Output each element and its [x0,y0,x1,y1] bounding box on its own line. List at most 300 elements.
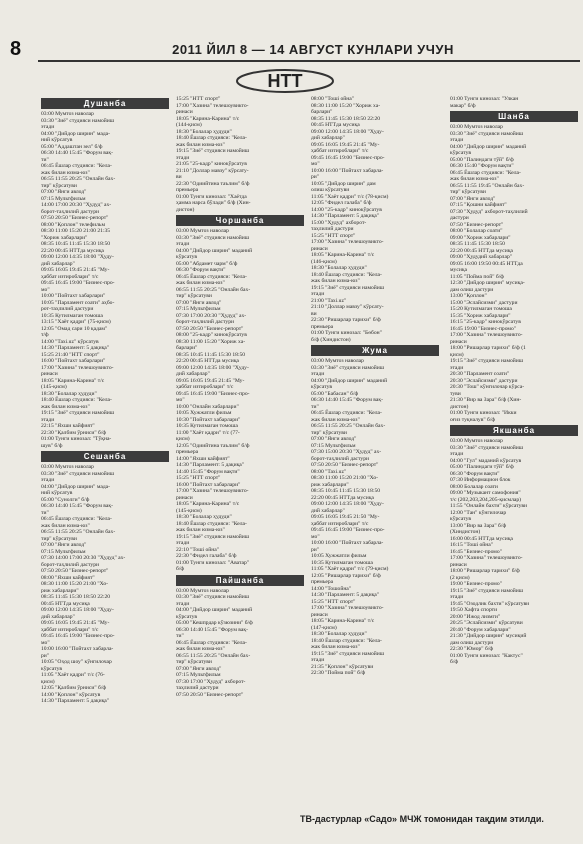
program-line: 11:05 "Хаёт қадри" т/с (76- [41,672,105,678]
program-line: 08:30 11:00 15:20 21:00 "Хо- [311,475,378,481]
program-line: премьера [176,449,199,455]
program-line: 10:00 16:00 "Пойтахт хабарла- [41,646,114,652]
program-line: 07:30 15:00 20:30 "Ҳудуд" ах- [311,449,382,455]
program-line: 01:00 Тунги кинозал: "Тўқна- [41,436,112,442]
program-line: 16:15 "25-кадр" кинокўрсатув [450,319,521,325]
program-line: 06:45 Ёшлар студияси: "Кела- [450,169,521,176]
program-line: қисм) [176,436,190,442]
program-line: 08:35 11:45 15:30 18:50 22:20 [311,115,381,122]
program-line: этади [41,477,55,483]
program-line: жак билан юзма-юз" [176,280,225,286]
program-line: 13:00 "Қоплон" [450,293,487,299]
program-line: 08:00 "Тоші ойна" [311,96,355,102]
program-line: ринаси [311,245,328,252]
program-line: 19:15 "Зиё" студияси намойиш [450,358,524,364]
program-line: борот-таҳлилий дастури [311,455,369,462]
program-line: 09:05 16:05 19:45 21:45 "Му- [176,377,245,384]
program-line: ринаси [41,371,58,377]
program-line: 05:00 "Аддаштан зел" б/ф [41,143,103,150]
schedule-column-4 [450,96,578,799]
program-line: 19:15 "Зиё" студияси намойиш [41,410,115,416]
program-line: 21:30 "Вир ва Зара" б/ф (Хин- [450,397,522,403]
schedule-column-2 [176,96,304,698]
program-line: 03:30 "Зиё" студияси намойиш [41,117,115,124]
program-line: борот-таҳлилий дастури [176,319,234,325]
program-line: 12:05 "Фидел галаба" б/ф [311,200,372,206]
program-line: ҳаббат изтироблари" т/с [311,148,369,154]
program-line: 15:00 "Эслайсизми" дастури [450,299,518,306]
program-line: 16:45 "Бизнес-промо" [450,548,502,555]
program-line: 18:05 "Карина-Карина" т/с [311,618,375,624]
program-line: 11:00 "Хаёт қадри" т/с (77- [176,429,240,436]
program-line: кўрсатув [311,384,333,390]
program-line: 09:00 12:00 14:35 18:00 "Ҳуду- [41,254,114,260]
program-line: 01:00 Тунги кинозал: "Улкан [450,96,519,102]
program-line: мусиқа [450,267,468,273]
program-line: 22:30 "Ришарлар тарихи" б/ф [311,317,381,323]
program-line: 21:10 "Доллар мавзу" кўрсату- [176,167,249,174]
program-line: 01:00 Тунги кинозал: "Кактус" [450,652,523,659]
program-line: 17:00 "Хазина" телешоувикто- [311,605,384,611]
program-line: 07:50 20:50 "Бизнес-репорт" [41,215,109,221]
program-line: 07:50 "Бизнес-репорт" [450,221,504,228]
program-line: (147-қисм) [311,624,337,631]
program-line: 08:00 "25-кадр" кинокўрсатув [176,332,247,338]
program-line: 00:45 НТТда мусиқа [311,122,360,128]
program-line: 09:05 16:05 19:45 21:45 "Му- [41,620,110,626]
program-line: 19:15 "Зиё" студияси намойиш [450,587,524,594]
program-line: макар" б/ф [450,102,476,109]
program-line: 09:00 "Хориж хабарлари" [450,234,511,241]
program-line: жак билан юзма-юз" [41,522,90,529]
program-line: 18:00 "Ришарлар тарихи" б/ф (1 [450,345,526,351]
program-line: 04:00 "Дийдор ширин" мада- [41,483,111,490]
program-line: мо" [311,533,320,540]
program-line: тир" кўрсатуви [450,189,486,195]
program-line: таҳлилий дастури [311,226,354,232]
program-line: 10:05 Хужжатли фильм [176,410,232,416]
program-line: 09:45 16:45 19:00 "Бизнес-про- [311,154,385,161]
program-line: жак билан юзма-юз" [41,403,90,410]
program-line: 09:45 16:45 19:00 "Бизнес-про- [41,633,115,639]
program-line: ри" [41,652,50,659]
program-line: 07:30 "Ҳудуд" ахборот-таҳлилий [450,208,528,215]
program-line: дастури [450,215,469,221]
program-line: б/ф (Хиндистон) [311,336,351,343]
program-line: 09:00 "Ҳудудий хабарлар" [450,254,513,260]
program-line: 06:30 "Форум вақти" [450,470,500,477]
program-line: премьера [311,323,334,330]
program-line: 22:30 "Қалбим ўрниси" б/ф [41,429,107,436]
program-line: 15:25 "НТТ спорт" [176,475,221,481]
program-line: борот-таҳлилий дастури [41,561,99,568]
program-line: б/ф [176,566,185,572]
program-line: оғиз туқналув" б/ф [450,416,496,423]
program-line: 06:30 "Форум вақти" [176,267,226,273]
program-line: 14:00 "Тошойна" [311,585,352,592]
program-line: этади [41,416,55,423]
program-line: 08:35 11:45 15:30 18:50 [450,241,505,247]
program-line: этади [41,124,55,130]
program-line: 13:15 "Хаёт қадри" (75-қисм) [41,319,111,325]
program-line: 10:35 Кутилмаган томоша [176,423,238,429]
program-line: 05:00 "Бабасан" б/ф [311,390,359,397]
program-line: 10:05 Хужжатли фильм [311,553,367,559]
program-line: олиш кўрсатуви [311,187,350,193]
program-line: 15:25 21:40 "НТТ спорт" [41,351,100,358]
program-line: 14:00 "Қоплон" кўрсатув [41,691,101,698]
program-line: 18:40 Ёшлар студияси: "Кела- [41,397,112,403]
program-line: этади [450,594,464,600]
program-line: 07:50 20:50 "Бизнес-репорт" [311,462,379,468]
program-line: ринаси [450,338,467,345]
program-line: 06:55 11:55 20:25 "Онлайн бах- [176,286,251,293]
program-line: риж хабарлари" [41,587,79,594]
day-heading: Пайшанба [176,575,304,586]
program-line: ви [311,310,317,317]
program-line: 04:00 "Гул" маданий кўрсатув [450,457,522,464]
program-line: 07:00 "Янги авлод" [311,436,357,442]
program-line: мо" [41,639,50,646]
program-line: жак билан юзма-юз" [450,176,499,182]
program-line: 11:05 "Хаёт қадри" т/с (79-қисм) [311,566,389,572]
program-line: ринаси [450,561,467,568]
program-line: 14:00 "Taxi.uz" кўрсатув [41,338,99,345]
program-line: 19:15 "Зиё" студияси намойиш [176,533,250,540]
program-line: 06:45 Ёшлар студияси: "Кела- [311,410,382,416]
program-line: 07:15 Мультфильм [311,442,356,449]
program-line: 13:00 "Вир ва Зара" б/ф [450,522,507,529]
program-line: 18:30 "Болалар ҳудуди" [176,514,232,520]
program-line: кўрсатув [450,516,472,522]
day-heading: Жума [311,345,439,356]
program-line: жак билан юзма-юз" [311,278,360,284]
program-line: 01:00 Тунги кинозал: "Аватар" [176,559,250,566]
program-line: барлари" [311,109,333,115]
program-line: 16:15 "Тоші ойна" [450,542,494,548]
program-line: 17:00 "Хазина" телешоувикто- [41,364,114,371]
program-line: 06:30 14:40 15:45 "Форум вақ- [41,503,113,509]
program-line: 03:00 Мумтоз наволар [450,438,503,444]
program-line: мо" [41,286,50,293]
program-line: 07:00 "Янги авлод" [41,189,87,195]
program-line: 10:00 "Пойтахт хабарлари" [41,293,106,299]
program-line: 18:30 "Болалар ҳудуди" [311,631,367,637]
program-line: 06:55 11:55 19:45 "Онлайн бах- [450,182,525,189]
program-line: 03:00 Мумтоз наволар [176,228,229,234]
program-line: 06:55 11:55 20:25 "Онлайн бах- [311,423,386,429]
program-line: 12:00 "Тан" кўнгилочар [450,509,507,516]
program-line: 10:00 "Онлайн хабарлари" [176,403,239,410]
program-line: таҳлилий дастури [176,685,219,691]
program-line: 19:45 "Озодлик бахти" кўрсатуви [450,600,530,607]
program-line: 07:15 Мультфильм [41,548,86,555]
program-line: 09:00 12:00 14:35 18:00 "Ҳуду- [41,607,114,613]
program-line: 22:15 "Яхши кайфият" [41,423,95,429]
program-line: 22:30 "Юмор" б/ф [450,646,494,652]
program-line: 18:40 Ёшлар студияси: "Кела- [176,135,247,141]
program-line: 03:30 "Зиё" студияси намойиш [450,444,524,451]
program-line: 08:30 11:00 15:20 "Хориж ха- [311,102,381,109]
program-line: 12:05 "Ришарлар тарихи" б/ф [311,572,381,579]
program-line: т/с (202,203,204,205-қисмлар) [450,496,522,503]
program-line: қисм) [41,678,55,685]
program-line: 16:45 19:00 "Бизнес-промо" [450,325,517,332]
program-line: 14:30 "Парламент: 5 дақиқа" [41,698,110,704]
program-line: 09:05 16:05 19:45 21:45 "Му- [41,267,110,273]
page-number: 8 [10,38,22,60]
program-line: 03:00 Мумтоз наволар [41,464,94,470]
program-line: 21:35 "Қоплон" кўрсатуви [311,663,374,670]
program-line: 07:30 17:00 20:30 "Ҳудуд" ах- [176,312,247,319]
page-title: 2011 ЙИЛ 8 — 14 АВГУСТ КУНЛАРИ УЧУН [172,42,454,57]
day-heading: Сешанба [41,451,169,462]
program-line: 19:00 "Бизнес-промо" [450,581,502,587]
program-line: этади [176,540,190,546]
program-line: 08:00 "Қоплон" телефильм [41,221,105,228]
program-line: 20:30 "Тош" кўнгилочар кўрса- [450,384,525,390]
program-line: жак билан юзма-юз" [176,141,225,148]
program-line: этади [176,241,190,247]
ntt-logo-mark [235,68,335,94]
program-line: 03:30 "Зиё" студияси намойиш [311,364,385,371]
program-line: 04:00 "Дийдор ширин" маданий [176,607,253,613]
program-line: тир" кўрсатуви [176,293,212,299]
program-line: қисм) [450,351,464,358]
program-line: туви [450,390,461,397]
program-line: 03:30 "Зиё" студияси намойиш [176,234,250,241]
program-line: ҳаббат изтироблари" т/с [41,626,99,633]
program-line: премьера [311,579,334,585]
program-line: ҳаббат изтироблари" т/с [41,273,99,280]
program-line: ти" [311,403,319,410]
program-line: 06:55 11:55 20:25 "Онлайн бах- [176,652,251,659]
program-line: 22:20 00:45 НТТда мусиқа [311,494,374,501]
program-line: 09:05 16:05 19:45 21:50 "Му- [311,514,380,520]
program-line: 15:35 "Хориж хабарлари" [450,312,511,319]
program-line: 12:05 "Қалбим ўрниси" б/ф [41,685,107,691]
program-line: 20:00 "Ижод лизмги" [450,613,501,620]
program-line: ҳаббат изтироблари" т/с [311,520,369,527]
program-line: жак билан юзма-юз" [41,169,90,176]
program-line: 07:15 Мультфильм [176,306,221,312]
program-line: 22:20 00:45 НТТда мусиқа [176,358,239,364]
program-line: кўрсатув [176,613,198,620]
program-line: 06:30 14:40 15:45 "Форум вақ- [311,397,383,403]
program-line: жак билан юзма-юз" [311,416,360,423]
program-line: кўрсатув [41,665,63,672]
program-line: 17:00 "Хазина" телешоувикто- [450,555,523,561]
program-line: 10:00 16:00 "Пойтахт хабарла- [311,540,384,546]
program-line: 11:05 "Хаёт қадри" т/с (78-қисм) [311,193,389,200]
program-line: т/ф [41,332,49,338]
program-line: дий хабарлар" [311,135,345,141]
program-line: 07:30 17:00 "Ҳудуд" ахборот- [176,678,246,685]
program-line: 06:45 Ёшлар студияси: "Кела- [176,639,247,646]
day-heading: Шанба [450,111,578,122]
program-line: 14:30 "Парламент: 5 дақиқа" [311,592,380,598]
program-line: 11:05 "Пойма пой" б/ф [450,273,504,280]
program-line: 07:00 "Янги авлод" [41,542,87,548]
program-line: ринаси [176,494,193,501]
program-line: 03:30 "Зиё" студияси намойиш [450,130,524,137]
program-line: 07:15 Мультфильм [41,195,86,202]
program-line: риж хабарлари" [311,481,349,488]
program-line: 05:00 "Палиндаги тўй" б/ф [450,156,514,163]
logo-text: НТТ [267,71,303,91]
program-line: тир" кўрсатуви [176,659,212,665]
program-line: 07:50 20:50 "Бизнес-репорт" [176,691,244,698]
program-line: 17:00 "Хазина" телешоувикто- [176,488,249,494]
program-line: мо" [311,161,320,167]
program-line: 18:30 "Болалар ҳудуди" [41,390,97,397]
program-line: 06:30 14:40 15:45 "Форум вақ- [41,150,113,156]
program-line: 18:05 "Карина-Карина" т/с [176,501,240,507]
program-line: 08:30 11:00 15:20 21:00 21:35 [41,228,111,234]
program-line: ти" [41,509,49,516]
program-line: 20:40 "Форум хабарлари" [450,626,511,633]
program-line: дам олиш дастури [450,639,494,646]
program-line: 05:00 "Палиндаги тўй" б/ф [450,464,514,470]
program-line: ринаси [311,611,328,618]
program-line: 16:00 "Пойтахт хабарлари" [41,358,106,364]
program-line: 18:40 Ёшлар студияси: "Кела- [311,637,382,644]
program-line: 08:30 11:00 15:20 21:00 "Хо- [41,581,108,587]
program-line: 07:00 "Янги авлод" [176,665,222,672]
program-line: 03:30 "Зиё" студияси намойиш [41,470,115,477]
program-line: 00:45 НТТда мусиқа [41,600,90,607]
program-line: дий хабарлар" [311,507,345,514]
program-line: (146-қисм) [311,258,337,265]
program-line: дистон) [450,403,469,410]
program-line: 21:30 "Дийдор ширин" мусиқий [450,633,527,639]
program-line: 06:30 14:40 15:45 "Форум вақ- [176,626,248,633]
program-line: жак билан юзма-юз" [311,644,360,650]
program-line: дам олиш дастури [450,286,494,293]
program-line: 01:00 Тунги кинозал: "Бөбон" [311,330,382,336]
program-line: 16:00 00:45 НТТда мусиқа [450,535,513,542]
program-line: 08:00 "Taxi.uz" [311,468,347,475]
program-line: 09:00 12:00 14:35 18:00 "Ҳуду- [176,364,249,371]
program-line: 03:00 Мумтоз наволар [450,124,503,130]
day-heading: Якшанба [450,425,578,436]
program-line: 03:00 Мумтоз наволар [311,358,364,364]
program-line: этади [311,291,325,297]
program-line: этади [450,137,464,143]
program-line: 08:35 10:45 11:45 15:30 18:50 [176,351,246,358]
program-line: 10:05 "Оҳод шоу" кўнгилочар [41,659,112,665]
program-line: ри" [311,546,320,553]
program-line: 08:35 11:45 15:30 18:50 22:20 [41,594,111,600]
program-line: борот-таҳлилий дастури [41,208,99,215]
program-line: ри" [311,174,320,180]
program-line: 06:45 Ёшлар студияси: "Кела- [41,516,112,522]
program-line: 14:00 "25-кадр" кинокўрсатув [311,206,382,213]
ntt-logo [235,68,335,94]
program-line: 06:45 Ёшлар студияси: "Кела- [41,163,112,169]
program-line: барлари" [176,345,198,351]
program-line: (2 қисм) [450,574,470,581]
program-line: 15:20 Кутилмаган томоша [450,306,512,312]
program-line: 18:40 Ёшлар студияси: "Кела- [311,271,382,278]
program-line: 14:00 17:00 20:30 "Ҳудуд" ах- [41,202,112,208]
program-line: 22:20 00:45 НТТда мусиқа [41,247,104,254]
program-line: 03:00 Мумтоз наволар [176,587,229,594]
program-line: 09:45 16:45 19:00 "Бизнес-про- [176,390,250,397]
program-line: 18:30 "Болалар ҳудуди" [311,265,367,271]
program-line: 18:05 "Карина-Карина" т/с [176,115,240,122]
program-line: этади [450,364,464,371]
program-line: 06:55 11:55 20:25 "Онлайн бах- [41,529,116,535]
program-line: 01:00 Тунги кинозал: "Икки [450,410,517,416]
program-line: 10:35 Кутилмаган томоша [41,312,103,319]
program-line: 08:00 "Болалар соати" [450,228,503,234]
program-line: (144-қисм) [176,122,202,128]
program-line: б/ф [450,659,459,665]
program-line: 09:05 16:05 19:45 21:45 "Му- [311,141,380,148]
program-line: 18:30 "Болалар ҳудуди" [176,128,232,135]
program-line: 09:00 "Музыкант самофония" [450,490,521,496]
program-line: дий хабарлар" [176,371,210,377]
program-line: 11:55 "Онлайн бахти" кўрсатуви [450,503,528,509]
program-line: "Хориж хабарлари" [41,234,88,241]
program-line: 18:05 "Карина-Карина" т/с [311,252,375,258]
program-line: ний кўрсатув [41,490,73,496]
footer-credit: ТВ-дастурлар «Садо» МЧЖ томонидан тақдим этилди. [300,814,544,824]
program-line: ти" [176,633,184,639]
program-line: 21:10 "Доллар мавзу" кўрсату- [311,304,384,310]
program-line: 09:00 12:00 14:35 18:00 "Ҳуду- [311,128,384,135]
program-line: 10:05 "Парламент соати" аҳбо- [41,299,115,306]
program-line: (145-қисм) [41,384,67,390]
program-line: тир" кўрсатуви [311,429,347,436]
program-line: 10:05 "Дийдор ширин" дам [311,180,376,187]
program-line: 22:10 "Тоші ойна" [176,546,220,553]
program-line: 01:00 Тунги кинозал: "Хаётда [176,193,247,200]
program-line: 15:25 "НТТ спорт" [311,598,356,605]
schedule-column-3 [311,96,439,676]
program-line: ҳаббат изтироблари" т/с [176,384,234,390]
program-line: 05:00 "Сунолги" б/ф [41,496,90,503]
program-line: 20:25 "Эслайсизми" кўрсатуви [450,620,523,626]
program-line: 17:00 "Хазина" телешоувикто- [311,239,384,245]
program-line: 10:30 "Пойтахт хабарлари" [176,416,241,423]
program-line: 07:30 Информацион блок [450,477,511,483]
program-line: шув" б/ф [41,442,63,449]
program-line: 21:05 "25-кадр" кинокўрсатув [176,161,247,167]
program-line: дистон) [176,206,195,213]
program-line: тир" кўрсатуви [41,182,77,189]
program-line: рот-таҳлилий дастури [41,306,94,312]
program-line: 06:45 Ёшлар студияси: "Кела- [176,273,247,280]
program-line: жак билан юзма-юз" [176,646,225,652]
program-line: 10:00 16:00 "Пойтахт хабарла- [311,167,384,174]
program-line: 14:00 "Яхши кайфият" [176,455,230,462]
program-line: премьера [176,187,199,193]
day-heading: Чоршанба [176,215,304,226]
program-line: 10:35 Кутилмаган томоша [311,559,373,566]
program-line: 15:00 "Ҳудуд" ахборот- [311,219,367,226]
program-line: 06:55 11:55 20:25 "Онлайн бах- [41,176,116,182]
program-line: 22:30 "Пойма пой" б/ф [311,670,366,676]
program-line: ҳамма нарса бўлади" б/ф (Хин- [176,200,251,206]
program-line: 14:30 "Парламент: 5 дақиқа" [41,345,110,351]
program-line: 18:40 Ёшлар студияси: "Кела- [176,520,247,527]
program-line: 12:30 "Дийдор ширин" мусиқа- [450,280,525,286]
program-line: 14:30 "Парламент: 5 дақиқа" [311,213,380,219]
program-line: 04:00 "Дийдор ширин" маданий [311,377,388,384]
program-line: 15:25 "НТТ спорт" [311,232,356,239]
